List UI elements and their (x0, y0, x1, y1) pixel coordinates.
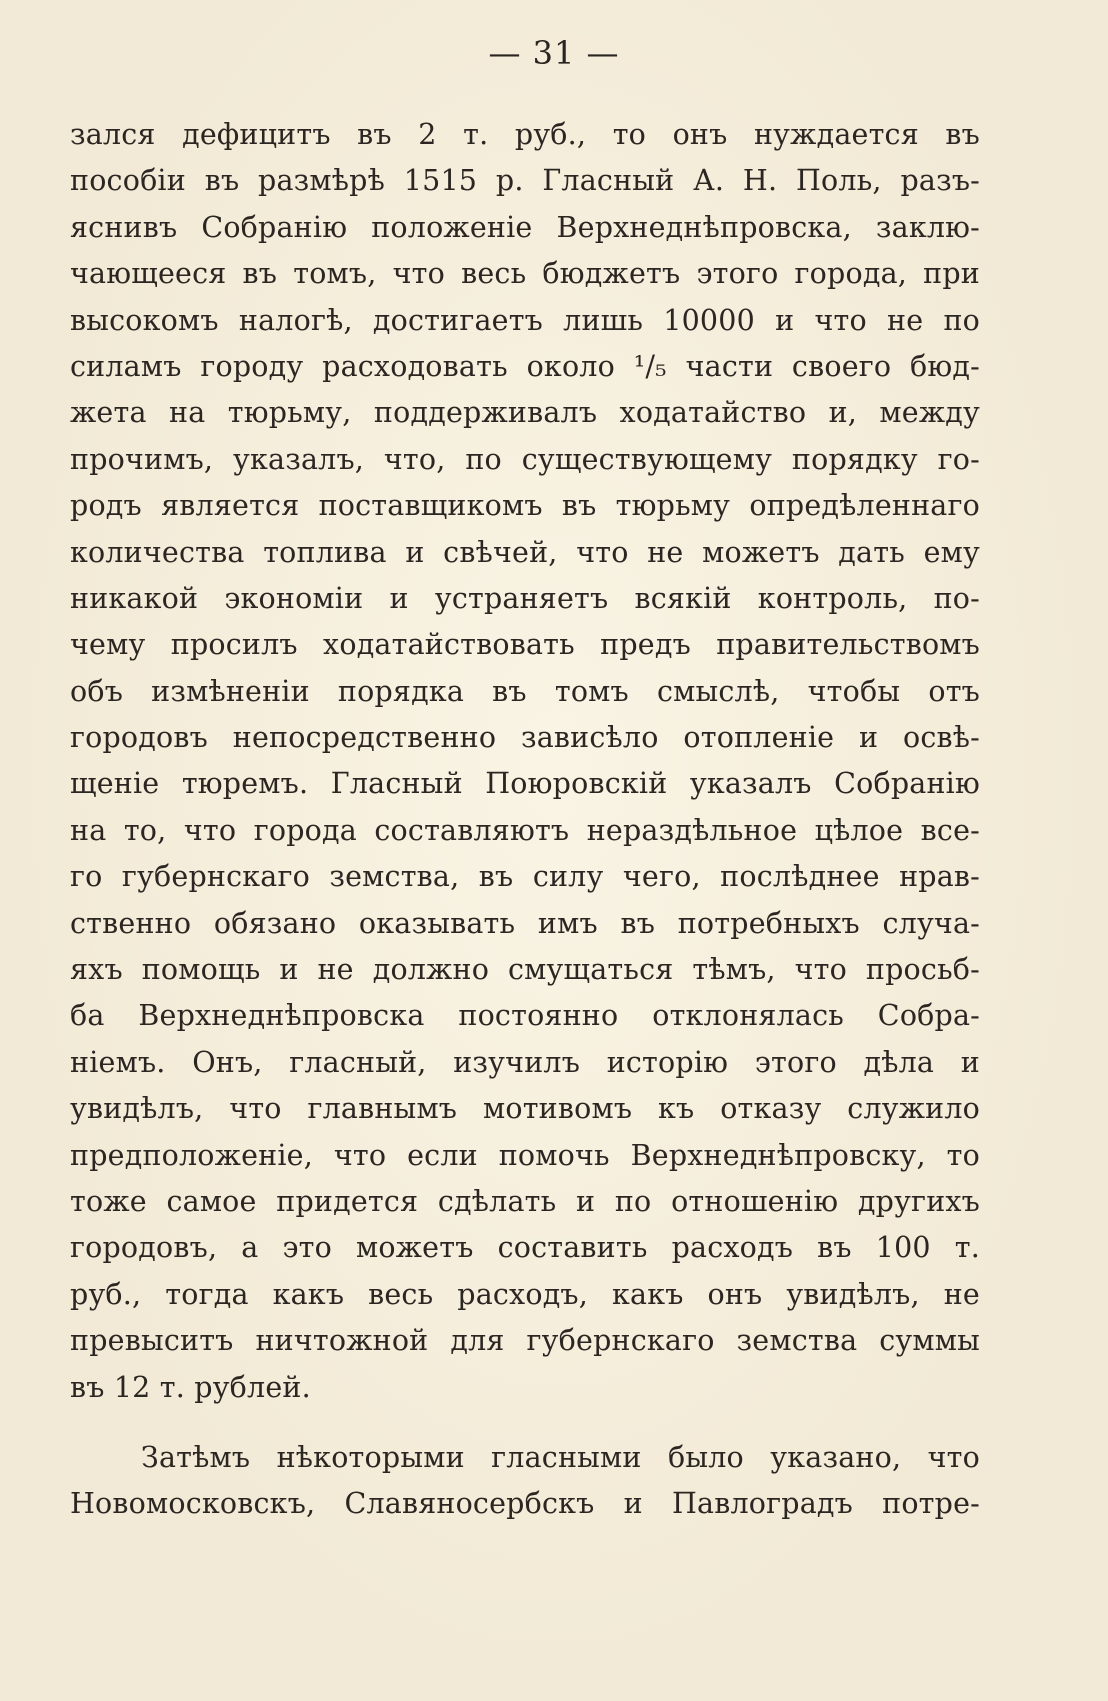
paragraph-gap (70, 1411, 980, 1435)
text-line: го губернскаго земства, въ силу чего, послѣднее нрав- (70, 860, 980, 894)
text-line: яхъ помощь и не должно смущаться тѣмъ, что просьб- (70, 953, 980, 987)
text-line: количества топлива и свѣчей, что не можетъ дать ему (70, 535, 980, 569)
text-line: силамъ городу расходовать около ¹/₅ части своего бюд- (70, 349, 980, 383)
text-line: прочимъ, указалъ, что, по существующему порядку го- (70, 442, 980, 476)
paragraph-1 (70, 112, 980, 1411)
text-line: городовъ непосредственно зависѣло отопленіе и освѣ- (70, 721, 980, 755)
text-line: чему просилъ ходатайствовать предъ правительствомъ (70, 628, 980, 662)
text-line: никакой экономіи и устраняетъ всякій контроль, по- (70, 581, 980, 615)
text-line: чающееся въ томъ, что весь бюджетъ этого города, при (70, 257, 980, 291)
text-line: объ измѣненіи порядка въ томъ смыслѣ, чтобы отъ (70, 674, 980, 708)
page-number: — 31 — (488, 34, 620, 72)
text-line: увидѣлъ, что главнымъ мотивомъ къ отказу служило (70, 1092, 980, 1126)
text-line: тоже самое придется сдѣлать и по отношенію другихъ (70, 1184, 980, 1218)
text-line: ба Верхнеднѣпровска постоянно отклонялась Собра- (70, 999, 980, 1033)
paragraph-2 (70, 1435, 980, 1528)
text-line: родъ является поставщикомъ въ тюрьму опредѣленнаго (70, 489, 980, 523)
text-line: щеніе тюремъ. Гласный Поюровскій указалъ Собранію (70, 767, 980, 801)
text-line: жета на тюрьму, поддерживалъ ходатайство и, между (70, 396, 980, 430)
text-line: городовъ, а это можетъ составить расходъ въ 100 т. (70, 1231, 980, 1265)
text-line: на то, что города составляютъ нераздѣльное цѣлое все- (70, 813, 980, 847)
text-line: руб., тогда какъ весь расходъ, какъ онъ увидѣлъ, не (70, 1277, 980, 1311)
text-line: предположеніе, что если помочь Верхнеднѣпровску, то (70, 1138, 980, 1172)
text-line: ніемъ. Онъ, гласный, изучилъ исторію этого дѣла и (70, 1045, 980, 1079)
text-line: яснивъ Собранію положеніе Верхнеднѣпровска, заклю- (70, 210, 980, 244)
text-line: ственно обязано оказывать имъ въ потребныхъ случа- (70, 906, 980, 940)
text-line: въ 12 т. рублей. (70, 1370, 311, 1404)
text-line: зался дефицитъ въ 2 т. руб., то онъ нуждается въ (70, 118, 980, 151)
text-line: Новомосковскъ, Славяносербскъ и Павлоградъ потре- (70, 1487, 980, 1521)
text-line: пособіи въ размѣрѣ 1515 р. Гласный А. Н. Поль, разъ- (70, 164, 980, 198)
text-line: Затѣмъ нѣкоторыми гласными было указано, что (141, 1440, 980, 1474)
text-line: превыситъ ничтожной для губернскаго земства суммы (70, 1324, 980, 1358)
body-text (70, 112, 980, 1528)
text-line: высокомъ налогѣ, достигаетъ лишь 10000 и что не по (70, 303, 980, 337)
